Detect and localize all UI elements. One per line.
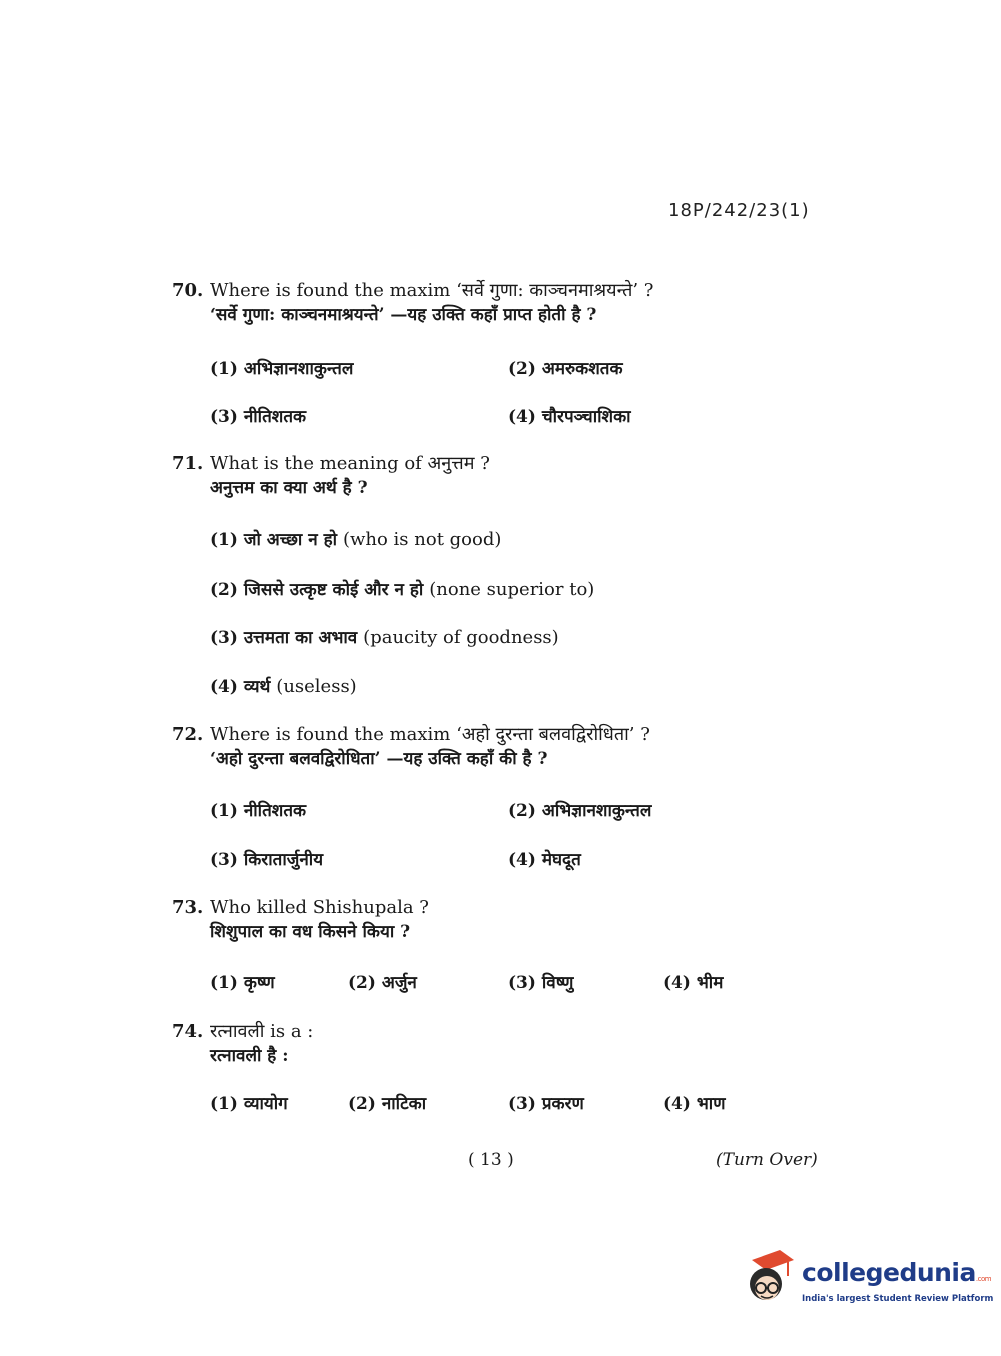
question-72 bbox=[172, 722, 812, 772]
question-text-en: Where is found the maxim ‘अहो दुरन्ता बलवद्विरोधिता’ ? bbox=[210, 724, 650, 745]
option-4: (4) चौरपञ्चाशिका bbox=[508, 407, 631, 427]
option-3: (3) विष्णु bbox=[508, 973, 574, 993]
logo-suffix: .com bbox=[975, 1275, 992, 1283]
question-text-en: Who killed Shishupala ? bbox=[210, 897, 429, 918]
option-3: (3) किरातार्जुनीय bbox=[210, 850, 324, 870]
question-71 bbox=[172, 451, 812, 501]
question-number: 74. bbox=[172, 1021, 204, 1042]
option-hi: (2) जिससे उत्कृष्ट कोई और न हो bbox=[210, 580, 424, 600]
question-70 bbox=[172, 278, 812, 328]
turn-over-note: (Turn Over) bbox=[716, 1150, 818, 1170]
question-text-en: रत्नावली is a : bbox=[210, 1021, 314, 1042]
question-number: 71. bbox=[172, 453, 204, 474]
question-text-hi: ‘अहो दुरन्ता बलवद्विरोधिता’ —यह उक्ति कहाँ की है ? bbox=[210, 749, 548, 769]
option-hi: (1) जो अच्छा न हो bbox=[210, 530, 338, 550]
logo-name: collegedunia bbox=[802, 1258, 976, 1287]
option-1: (1) नीतिशतक bbox=[210, 801, 307, 821]
logo-wordmark bbox=[802, 1258, 991, 1287]
logo-tagline: India's largest Student Review Platform bbox=[802, 1294, 994, 1304]
option-1: (1) अभिज्ञानशाकुन्तल bbox=[210, 359, 354, 379]
option-4 bbox=[210, 674, 357, 697]
question-text-hi: रत्नावली है : bbox=[210, 1046, 289, 1066]
mascot-icon bbox=[740, 1250, 796, 1312]
page-number: ( 13 ) bbox=[468, 1150, 514, 1170]
question-text-en: What is the meaning of अनुत्तम ? bbox=[210, 453, 490, 474]
option-2: (2) अमरुकशतक bbox=[508, 359, 623, 379]
option-1: (1) कृष्ण bbox=[210, 973, 275, 993]
option-1: (1) व्यायोग bbox=[210, 1094, 288, 1114]
question-74 bbox=[172, 1019, 812, 1069]
option-4: (4) मेघदूत bbox=[508, 850, 581, 870]
question-number: 73. bbox=[172, 897, 204, 918]
option-1 bbox=[210, 527, 501, 550]
option-en: (paucity of goodness) bbox=[363, 627, 559, 648]
option-4: (4) भाण bbox=[663, 1094, 726, 1114]
question-number: 70. bbox=[172, 280, 204, 301]
option-hi: (3) उत्तमता का अभाव bbox=[210, 628, 358, 648]
option-2: (2) अभिज्ञानशाकुन्तल bbox=[508, 801, 652, 821]
option-2 bbox=[210, 577, 594, 600]
option-en: (none superior to) bbox=[429, 579, 595, 600]
option-2: (2) नाटिका bbox=[348, 1094, 427, 1114]
option-3 bbox=[210, 625, 559, 648]
question-text-hi: शिशुपाल का वध किसने किया ? bbox=[210, 922, 411, 942]
question-73 bbox=[172, 895, 812, 945]
collegedunia-logo bbox=[740, 1250, 994, 1312]
option-hi: (4) व्यर्थ bbox=[210, 677, 271, 697]
option-2: (2) अर्जुन bbox=[348, 973, 417, 993]
option-3: (3) प्रकरण bbox=[508, 1094, 584, 1114]
option-4: (4) भीम bbox=[663, 973, 724, 993]
question-number: 72. bbox=[172, 724, 204, 745]
option-en: (useless) bbox=[276, 676, 357, 697]
option-en: (who is not good) bbox=[342, 529, 502, 550]
option-3: (3) नीतिशतक bbox=[210, 407, 307, 427]
page-code: 18P/242/23(1) bbox=[668, 200, 810, 221]
question-text-en: Where is found the maxim ‘सर्वे गुणा: काञ्चनमाश्रयन्ते’ ? bbox=[210, 280, 654, 301]
question-text-hi: अनुत्तम का क्या अर्थ है ? bbox=[210, 478, 368, 498]
question-text-hi: ‘सर्वे गुणा: काञ्चनमाश्रयन्ते’ —यह उक्ति कहाँ प्राप्त होती है ? bbox=[210, 305, 597, 325]
